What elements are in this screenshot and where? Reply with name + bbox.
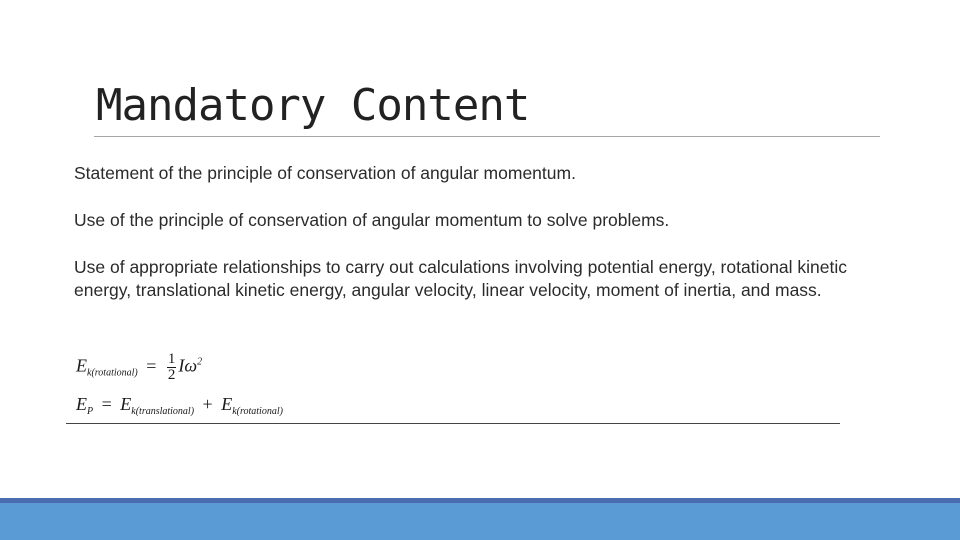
- content-box: [74, 162, 854, 326]
- formula1-equals: =: [146, 355, 157, 376]
- formula2-lhs: E: [76, 394, 87, 414]
- formula1-numerator: 1: [167, 351, 176, 367]
- formula2-lhs-subscript: P: [87, 406, 94, 417]
- content-bottom-divider: [66, 423, 840, 424]
- formula-potential-energy: [76, 394, 283, 417]
- formula1-lhs-subscript: k(rotational): [87, 367, 138, 379]
- formula2-term2: E: [221, 394, 233, 414]
- formula1-fraction: [167, 352, 177, 383]
- formula2-equals: =: [101, 394, 112, 414]
- slide-title: Mandatory Content: [96, 80, 530, 131]
- statement-2: Use of the principle of conservation of angular momentum to solve problems.: [74, 210, 670, 230]
- footer-bar: [0, 503, 960, 540]
- formula2-plus: +: [202, 394, 213, 414]
- formula1-lhs: E: [76, 355, 87, 376]
- formula1-denominator: 2: [167, 367, 176, 383]
- formula-rotational-kinetic-energy: [76, 352, 202, 383]
- title-divider: [94, 136, 880, 137]
- statement-3: Use of appropriate relationships to carry out calculations involving potential energy, rotational kinetic energy, translational kinetic energy, angular velocity, linear velocity, moment of inertia, and mass.: [74, 257, 848, 300]
- formula2-term1: E: [120, 394, 132, 414]
- formula2-term2-subscript: k(rotational): [232, 406, 283, 417]
- statement-1: Statement of the principle of conservation of angular momentum.: [74, 163, 576, 183]
- formula1-rhs: Iω: [178, 355, 198, 376]
- formula2-term1-subscript: k(translational): [131, 406, 195, 417]
- formula1-exponent: 2: [197, 356, 203, 368]
